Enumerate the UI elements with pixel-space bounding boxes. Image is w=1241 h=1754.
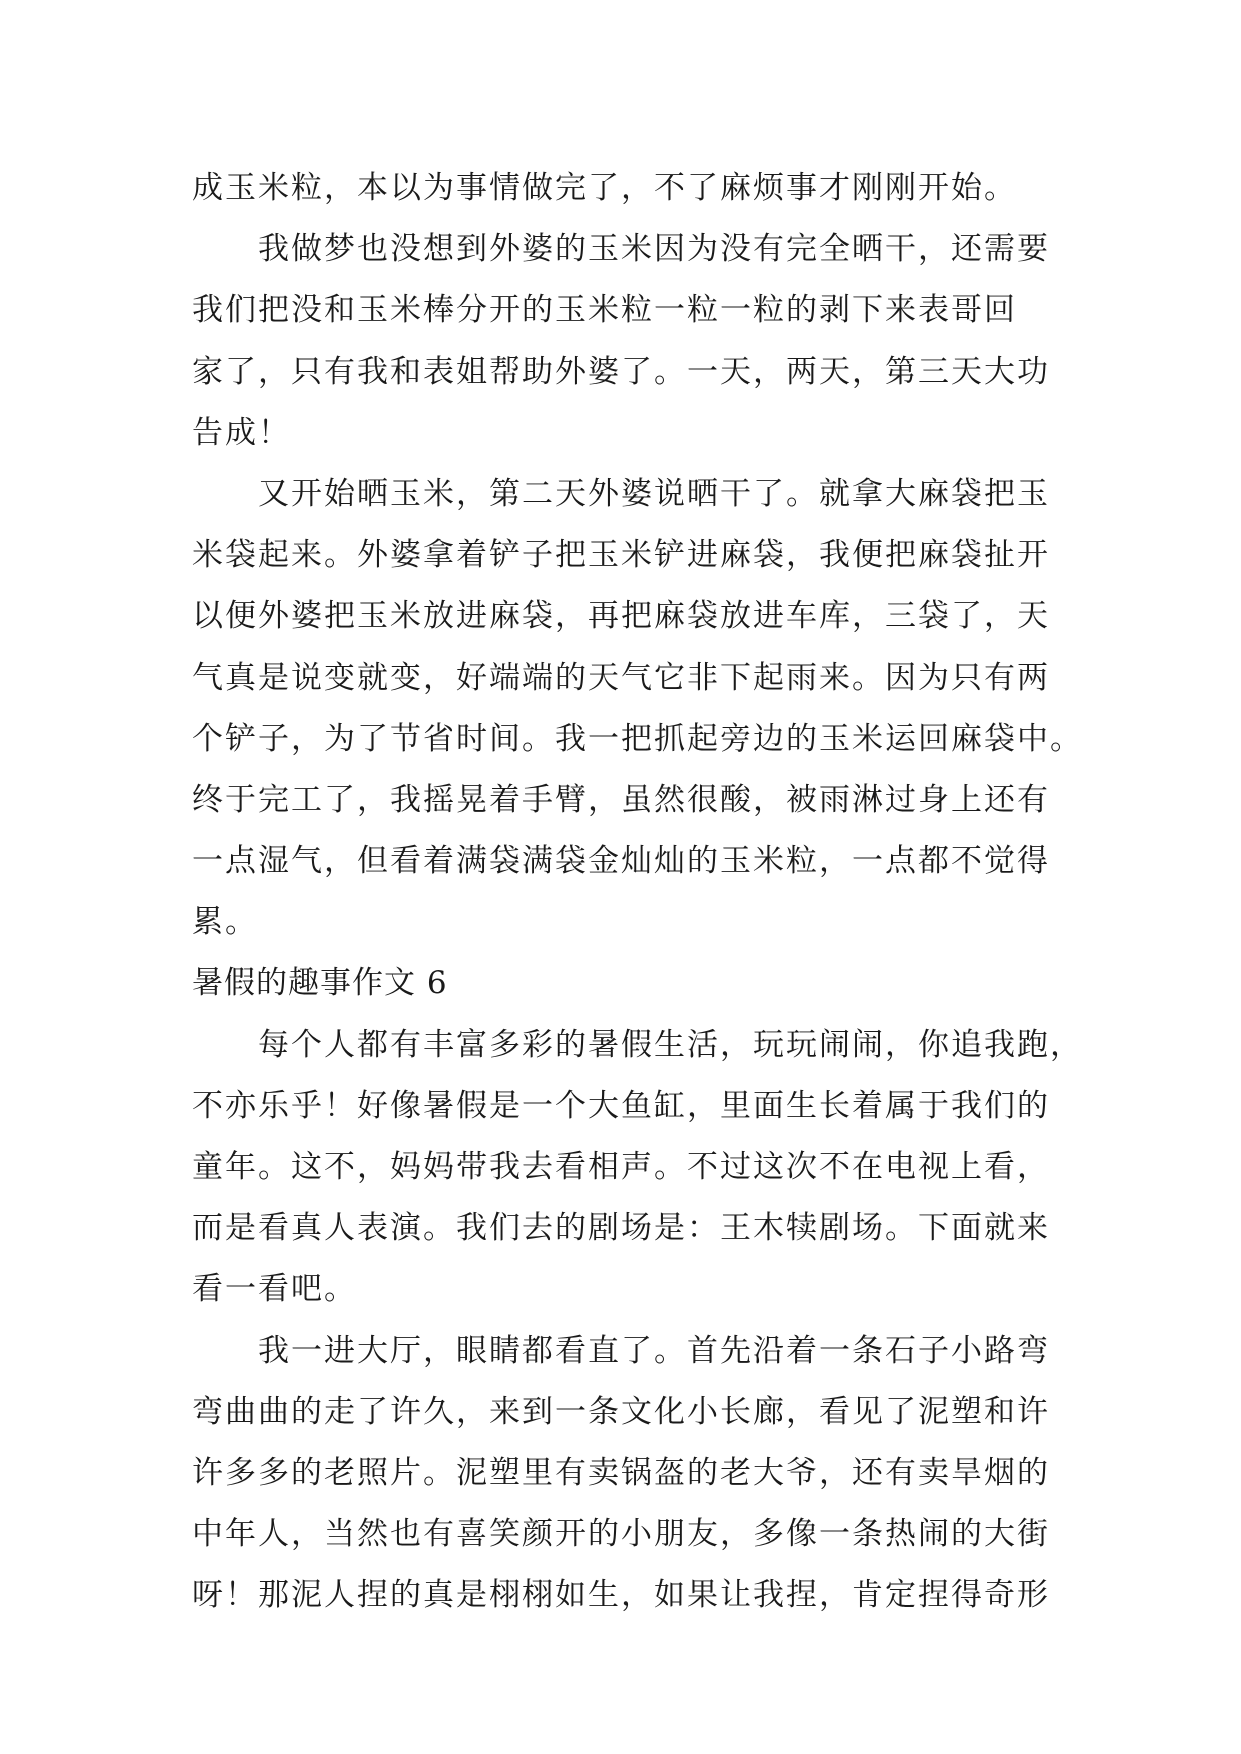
text-line: 以便外婆把玉米放进麻袋，再把麻袋放进车库，三袋了，天 [192,598,1050,635]
paragraph-start-line: 又开始晒玉米，第二天外婆说晒干了。就拿大麻袋把玉 [258,475,1050,512]
text-line: 终于完工了，我摇晃着手臂，虽然很酸，被雨淋过身上还有 [192,781,1050,818]
paragraph-start-line: 每个人都有丰富多彩的暑假生活，玩玩闹闹，你追我跑， [258,1026,1083,1063]
text-line: 许多多的老照片。泥塑里有卖锅盔的老大爷，还有卖旱烟的 [192,1454,1050,1491]
paragraph-start-line: 我做梦也没想到外婆的玉米因为没有完全晒干，还需要 [258,231,1050,268]
text-line: 气真是说变就变，好端端的天气它非下起雨来。因为只有两 [192,659,1050,696]
text-line: 一点湿气，但看着满袋满袋金灿灿的玉米粒，一点都不觉得 [192,843,1050,880]
text-line: 告成！ [192,414,291,451]
text-line: 看一看吧。 [192,1271,357,1308]
essay-text [192,158,1083,1627]
text-line: 家了，只有我和表姐帮助外婆了。一天，两天，第三天大功 [192,353,1050,390]
section-heading: 暑假的趣事作文 6 [192,965,448,1002]
text-line: 弯曲曲的走了许久，来到一条文化小长廊，看见了泥塑和许 [192,1393,1050,1430]
text-line: 米袋起来。外婆拿着铲子把玉米铲进麻袋，我便把麻袋扯开 [192,537,1050,574]
text-line: 成玉米粒，本以为事情做完了，不了麻烦事才刚刚开始。 [192,170,1017,206]
text-line: 童年。这不，妈妈带我去看相声。不过这次不在电视上看， [192,1149,1050,1185]
text-line: 而是看真人表演。我们去的剧场是：王木犊剧场。下面就来 [192,1210,1050,1247]
text-line: 中年人，当然也有喜笑颜开的小朋友，多像一条热闹的大街 [192,1516,1050,1553]
text-line: 个铲子，为了节省时间。我一把抓起旁边的玉米运回麻袋中。 [192,720,1083,757]
text-line: 我们把没和玉米棒分开的玉米粒一粒一粒的剥下来表哥回 [192,292,1017,329]
text-line: 累。 [192,904,258,941]
paragraph-start-line: 我一进大厅，眼睛都看直了。首先沿着一条石子小路弯 [258,1332,1050,1369]
text-line: 不亦乐乎！好像暑假是一个大鱼缸，里面生长着属于我们的 [192,1087,1050,1124]
text-line: 呀！那泥人捏的真是栩栩如生，如果让我捏，肯定捏得奇形 [192,1577,1050,1614]
